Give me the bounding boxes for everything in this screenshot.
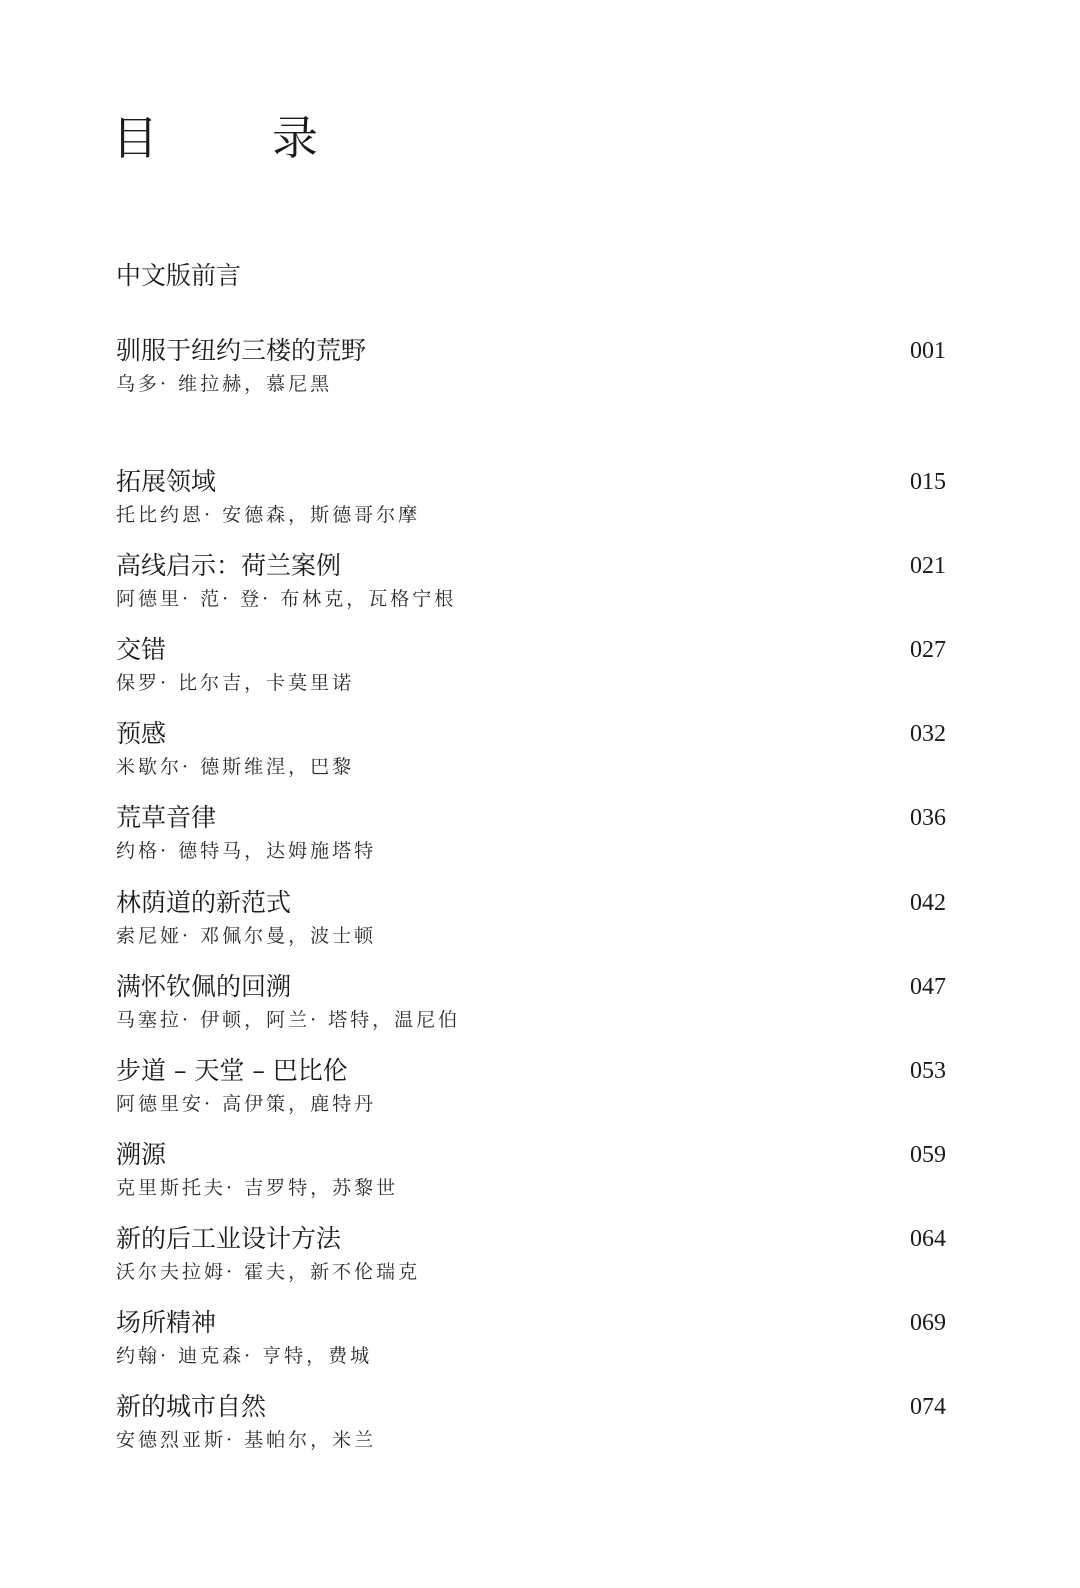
entry-author: 沃尔夫拉姆· 霍夫，新不伦瑞克 (116, 1261, 421, 1283)
toc-entry[interactable] (116, 1138, 946, 1208)
entry-title: 拓展领域 (116, 467, 217, 496)
entry-page-number: 036 (910, 805, 946, 831)
toc-entry[interactable] (116, 1390, 946, 1460)
toc-entry[interactable] (116, 633, 946, 703)
toc-entry[interactable] (116, 1306, 946, 1376)
entry-page-number: 027 (910, 637, 946, 663)
entry-page-number: 047 (910, 974, 946, 1000)
entry-author: 约格· 德特马，达姆施塔特 (116, 840, 377, 862)
entry-title: 新的后工业设计方法 (116, 1224, 342, 1253)
preface-link[interactable]: 中文版前言 (116, 261, 242, 290)
entry-page-number: 001 (910, 338, 946, 364)
entry-title: 溯源 (116, 1140, 167, 1169)
entry-title: 预感 (116, 719, 167, 748)
toc-entry[interactable] (116, 801, 946, 871)
entry-title: 步道 – 天堂 – 巴比伦 (116, 1056, 348, 1085)
entry-author: 索尼娅· 邓佩尔曼，波士顿 (116, 925, 377, 947)
toc-entry[interactable] (116, 465, 946, 535)
toc-entry[interactable] (116, 549, 946, 619)
entry-author: 保罗· 比尔吉，卡莫里诺 (116, 672, 355, 694)
entry-title: 驯服于纽约三楼的荒野 (116, 336, 367, 365)
entry-page-number: 042 (910, 890, 946, 916)
entry-author: 托比约恩· 安德森，斯德哥尔摩 (116, 504, 421, 526)
entry-page-number: 059 (910, 1142, 946, 1168)
toc-heading: 目 录 (112, 111, 352, 165)
entry-page-number: 015 (910, 469, 946, 495)
entry-author: 乌多· 维拉赫，慕尼黑 (116, 373, 333, 395)
entry-title: 新的城市自然 (116, 1392, 267, 1421)
entry-page-number: 069 (910, 1310, 946, 1336)
entry-page-number: 064 (910, 1226, 946, 1252)
entry-author: 安德烈亚斯· 基帕尔，米兰 (116, 1429, 377, 1451)
entry-author: 阿德里· 范· 登· 布林克，瓦格宁根 (116, 588, 457, 610)
entry-title: 林荫道的新范式 (116, 888, 292, 917)
entry-author: 米歇尔· 德斯维涅，巴黎 (116, 756, 355, 778)
entry-page-number: 032 (910, 721, 946, 747)
toc-entry[interactable] (116, 334, 946, 404)
toc-entry[interactable] (116, 886, 946, 956)
entry-title: 荒草音律 (116, 803, 217, 832)
entry-page-number: 021 (910, 553, 946, 579)
entry-author: 约翰· 迪克森· 亨特，费城 (116, 1345, 373, 1367)
entry-title: 高线启示：荷兰案例 (116, 551, 342, 580)
entry-author: 阿德里安· 高伊策，鹿特丹 (116, 1093, 377, 1115)
entry-author: 马塞拉· 伊顿，阿兰· 塔特，温尼伯 (116, 1009, 461, 1031)
entry-title: 交错 (116, 635, 167, 664)
entry-title: 场所精神 (116, 1308, 217, 1337)
entry-author: 克里斯托夫· 吉罗特，苏黎世 (116, 1177, 399, 1199)
entry-title: 满怀钦佩的回溯 (116, 972, 292, 1001)
toc-entry[interactable] (116, 1222, 946, 1292)
toc-entry[interactable] (116, 1054, 946, 1124)
entry-page-number: 053 (910, 1058, 946, 1084)
toc-entry[interactable] (116, 970, 946, 1040)
toc-entry[interactable] (116, 717, 946, 787)
entry-page-number: 074 (910, 1394, 946, 1420)
